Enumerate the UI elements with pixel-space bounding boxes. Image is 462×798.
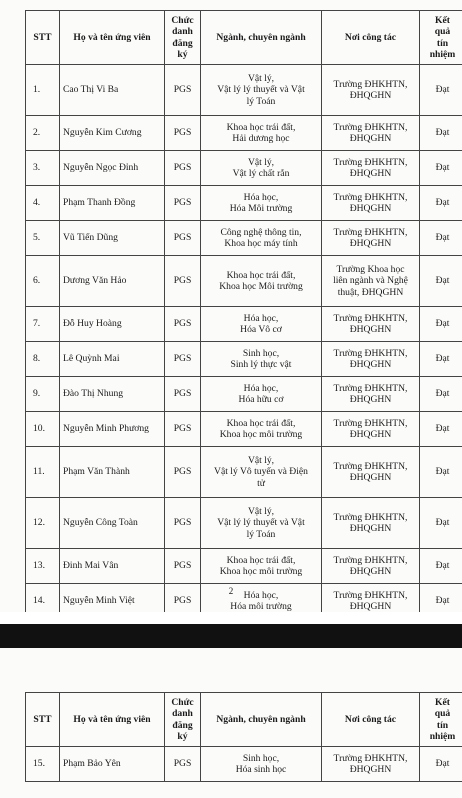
cell-name: Phạm Bảo Yên (60, 747, 165, 782)
header-title (165, 693, 201, 747)
cell-work-line: ĐHQGHN (349, 601, 392, 612)
header-title-line: Chức (171, 696, 194, 708)
cell-field-line: Hóa học, (243, 191, 279, 203)
candidate-table (25, 10, 462, 619)
cell-work (322, 447, 420, 498)
cell-field (201, 447, 322, 498)
cell-work (322, 747, 420, 782)
header-result-line: quả (434, 708, 451, 720)
table-row (26, 151, 462, 186)
cell-title: PGS (165, 151, 201, 186)
cell-title: PGS (165, 747, 201, 782)
table-row (26, 412, 462, 447)
cell-title: PGS (165, 342, 201, 377)
table-body-continued (26, 747, 462, 782)
cell-work (322, 412, 420, 447)
cell-work (322, 116, 420, 151)
page-separator (0, 624, 462, 648)
cell-field (201, 498, 322, 549)
cell-stt: 8. (26, 342, 60, 377)
cell-result: Đạt (420, 377, 462, 412)
header-title-line: đăng (172, 719, 193, 731)
header-title (165, 11, 201, 65)
cell-field-line: Vật lý Vô tuyến và Điện (214, 466, 308, 478)
cell-field-line: lý Toán (246, 528, 276, 540)
cell-name: Dương Văn Hảo (60, 256, 165, 307)
cell-field-line: Khoa học trái đất, (226, 269, 296, 281)
cell-title: PGS (165, 65, 201, 116)
cell-field (201, 151, 322, 186)
cell-work-line: ĐHQGHN (349, 203, 392, 214)
header-result (420, 11, 462, 65)
cell-title: PGS (165, 447, 201, 498)
cell-field-line: Khoa học trái đất, (226, 121, 296, 133)
header-result-line: tín (436, 719, 449, 731)
cell-work (322, 307, 420, 342)
cell-work (322, 377, 420, 412)
cell-field-line: Khoa học trái đất, (226, 554, 296, 566)
cell-result: Đạt (420, 186, 462, 221)
cell-title: PGS (165, 498, 201, 549)
header-name: Họ và tên ứng viên (60, 11, 165, 65)
cell-name: Đỗ Huy Hoàng (60, 307, 165, 342)
cell-stt: 1. (26, 65, 60, 116)
cell-title: PGS (165, 221, 201, 256)
cell-work-line: Trường ĐHKHTN, (333, 78, 408, 90)
cell-name: Nguyễn Công Toàn (60, 498, 165, 549)
cell-field-line: Hóa Vô cơ (240, 324, 282, 335)
cell-work-line: ĐHQGHN (349, 566, 392, 577)
cell-work-line: Trường ĐHKHTN, (333, 554, 408, 566)
header-title-line: ký (177, 48, 188, 60)
cell-stt: 3. (26, 151, 60, 186)
cell-work (322, 342, 420, 377)
cell-name: Cao Thị Vi Ba (60, 65, 165, 116)
header-title-line: đăng (172, 37, 193, 49)
header-stt: STT (26, 11, 60, 65)
cell-work (322, 65, 420, 116)
cell-title: PGS (165, 116, 201, 151)
cell-work (322, 498, 420, 549)
cell-result: Đạt (420, 256, 462, 307)
cell-stt: 7. (26, 307, 60, 342)
cell-stt: 15. (26, 747, 60, 782)
cell-field-line: Vật lý, (247, 73, 275, 85)
cell-field-line: Hải dương học (232, 133, 290, 144)
header-work: Nơi công tác (322, 11, 420, 65)
cell-result: Đạt (420, 498, 462, 549)
header-result-line: tín (436, 37, 449, 49)
cell-stt: 12. (26, 498, 60, 549)
cell-title: PGS (165, 186, 201, 221)
cell-title: PGS (165, 412, 201, 447)
cell-work-line: Trường ĐHKHTN, (333, 417, 408, 429)
cell-field-line: Hóa học, (243, 382, 279, 394)
table-body (26, 65, 462, 619)
cell-work (322, 549, 420, 584)
table-header-row (26, 693, 462, 747)
header-title-line: danh (172, 708, 193, 720)
table-row (26, 307, 462, 342)
cell-field-line: lý Toán (246, 95, 276, 107)
cell-result: Đạt (420, 307, 462, 342)
cell-field-line: Vật lý, (247, 455, 275, 467)
cell-stt: 2. (26, 116, 60, 151)
cell-field-line: Khoa học máy tính (224, 238, 298, 249)
page-gap (0, 612, 462, 624)
cell-field-line: Vật lý lý thuyết và Vật (217, 517, 305, 529)
page-number: 2 (228, 586, 234, 596)
cell-work-line: liên ngành và Nghệ (333, 275, 408, 287)
cell-field-line: Hóa hữu cơ (238, 394, 284, 405)
cell-name: Nguyễn Minh Phương (60, 412, 165, 447)
cell-title: PGS (165, 377, 201, 412)
cell-work (322, 186, 420, 221)
cell-stt: 11. (26, 447, 60, 498)
cell-stt: 10. (26, 412, 60, 447)
cell-field-line: Công nghệ thông tin, (220, 226, 302, 238)
cell-work-line: Trường ĐHKHTN, (333, 382, 408, 394)
cell-field-line: Khoa học môi trường (219, 566, 303, 577)
cell-work (322, 151, 420, 186)
header-result-line: nhiệm (429, 48, 456, 60)
header-work: Nơi công tác (322, 693, 420, 747)
cell-work-line: ĐHQGHN (349, 472, 392, 483)
cell-field (201, 412, 322, 447)
table-row (26, 221, 462, 256)
cell-field-line: Khoa học môi trường (219, 429, 303, 440)
cell-result: Đạt (420, 221, 462, 256)
table-row (26, 377, 462, 412)
cell-work-line: Trường ĐHKHTN, (333, 589, 408, 601)
cell-field-line: Vật lý chất rắn (232, 168, 290, 179)
cell-field-line: Sinh học, (242, 347, 280, 359)
header-stt: STT (26, 693, 60, 747)
cell-work-line: ĐHQGHN (349, 133, 392, 144)
cell-name: Phạm Thanh Đồng (60, 186, 165, 221)
cell-field (201, 221, 322, 256)
cell-work-line: Trường ĐHKHTN, (333, 312, 408, 324)
cell-work-line: ĐHQGHN (349, 324, 392, 335)
cell-work-line: ĐHQGHN (349, 429, 392, 440)
cell-work-line: ĐHQGHN (349, 359, 392, 370)
cell-result: Đạt (420, 342, 462, 377)
cell-field-line: Sinh học, (242, 752, 280, 764)
cell-field (201, 186, 322, 221)
cell-field-line: Vật lý, (247, 156, 275, 168)
cell-field-line: Vật lý, (247, 506, 275, 518)
cell-field (201, 65, 322, 116)
table-row (26, 549, 462, 584)
cell-field-line: Sinh lý thực vật (230, 359, 292, 370)
header-result (420, 693, 462, 747)
cell-title: PGS (165, 307, 201, 342)
cell-name: Đào Thị Nhung (60, 377, 165, 412)
cell-field-line: Khoa học Môi trường (219, 281, 303, 292)
table-row (26, 498, 462, 549)
cell-title: PGS (165, 256, 201, 307)
cell-work-line: thuật, ĐHQGHN (337, 286, 404, 298)
cell-work-line: Trường ĐHKHTN, (333, 191, 408, 203)
cell-result: Đạt (420, 412, 462, 447)
cell-result: Đạt (420, 447, 462, 498)
cell-name: Nguyễn Minh Việt (60, 584, 165, 619)
cell-result: Đạt (420, 65, 462, 116)
cell-name: Vũ Tiến Dũng (60, 221, 165, 256)
cell-stt: 13. (26, 549, 60, 584)
cell-work-line: ĐHQGHN (349, 764, 392, 775)
document-page-2 (0, 648, 462, 798)
cell-field (201, 549, 322, 584)
header-name: Họ và tên ứng viên (60, 693, 165, 747)
cell-result: Đạt (420, 151, 462, 186)
cell-work-line: Trường ĐHKHTN, (333, 121, 408, 133)
cell-work (322, 221, 420, 256)
cell-work-line: Trường ĐHKHTN, (333, 511, 408, 523)
header-result-line: Kết (435, 14, 450, 26)
cell-stt: 6. (26, 256, 60, 307)
header-title-line: ký (177, 730, 188, 742)
cell-work-line: Trường ĐHKHTN, (333, 460, 408, 472)
table-row (26, 256, 462, 307)
cell-name: Nguyễn Kim Cương (60, 116, 165, 151)
table-header-row (26, 11, 462, 65)
cell-result: Đạt (420, 116, 462, 151)
cell-result: Đạt (420, 747, 462, 782)
cell-work (322, 256, 420, 307)
cell-work-line: ĐHQGHN (349, 90, 392, 101)
header-field: Ngành, chuyên ngành (201, 11, 322, 65)
cell-stt: 5. (26, 221, 60, 256)
header-result-line: Kết (435, 696, 450, 708)
cell-field-line: Hóa môi trường (230, 601, 292, 612)
cell-field-line: Vật lý lý thuyết và Vật (217, 84, 305, 96)
candidate-table-continued (25, 692, 462, 782)
cell-work-line: Trường Khoa học (336, 264, 405, 276)
cell-stt: 9. (26, 377, 60, 412)
table-row (26, 65, 462, 116)
cell-field (201, 342, 322, 377)
cell-stt: 14. (26, 584, 60, 619)
cell-field-line: tử (257, 477, 265, 489)
table-row (26, 186, 462, 221)
cell-field-line: Hóa sinh học (235, 764, 287, 775)
cell-work-line: ĐHQGHN (349, 168, 392, 179)
cell-name: Nguyễn Ngọc Đỉnh (60, 151, 165, 186)
cell-field-line: Hóa Môi trường (229, 203, 293, 214)
table-row (26, 747, 462, 782)
cell-result: Đạt (420, 584, 462, 619)
header-result-line: nhiệm (429, 730, 456, 742)
header-title-line: Chức (171, 14, 194, 26)
cell-title: PGS (165, 549, 201, 584)
cell-field-line: Hóa học, (243, 312, 279, 324)
header-result-line: quả (434, 26, 451, 38)
header-field: Ngành, chuyên ngành (201, 693, 322, 747)
cell-field (201, 307, 322, 342)
cell-work-line: Trường ĐHKHTN, (333, 226, 408, 238)
table-row (26, 447, 462, 498)
table-row (26, 342, 462, 377)
cell-work-line: ĐHQGHN (349, 394, 392, 405)
cell-field (201, 747, 322, 782)
cell-stt: 4. (26, 186, 60, 221)
cell-result: Đạt (420, 549, 462, 584)
cell-field (201, 256, 322, 307)
table-row (26, 116, 462, 151)
cell-work-line: ĐHQGHN (349, 523, 392, 534)
header-title-line: danh (172, 26, 193, 38)
cell-name: Đinh Mai Vân (60, 549, 165, 584)
cell-work-line: Trường ĐHKHTN, (333, 347, 408, 359)
cell-name: Lê Quỳnh Mai (60, 342, 165, 377)
cell-field (201, 377, 322, 412)
cell-field-line: Khoa học trái đất, (226, 417, 296, 429)
cell-field (201, 116, 322, 151)
cell-work-line: Trường ĐHKHTN, (333, 156, 408, 168)
cell-field-line: Hóa học, (243, 589, 279, 601)
cell-work-line: ĐHQGHN (349, 238, 392, 249)
cell-name: Phạm Văn Thành (60, 447, 165, 498)
cell-work-line: Trường ĐHKHTN, (333, 752, 408, 764)
cell-title: PGS (165, 584, 201, 619)
